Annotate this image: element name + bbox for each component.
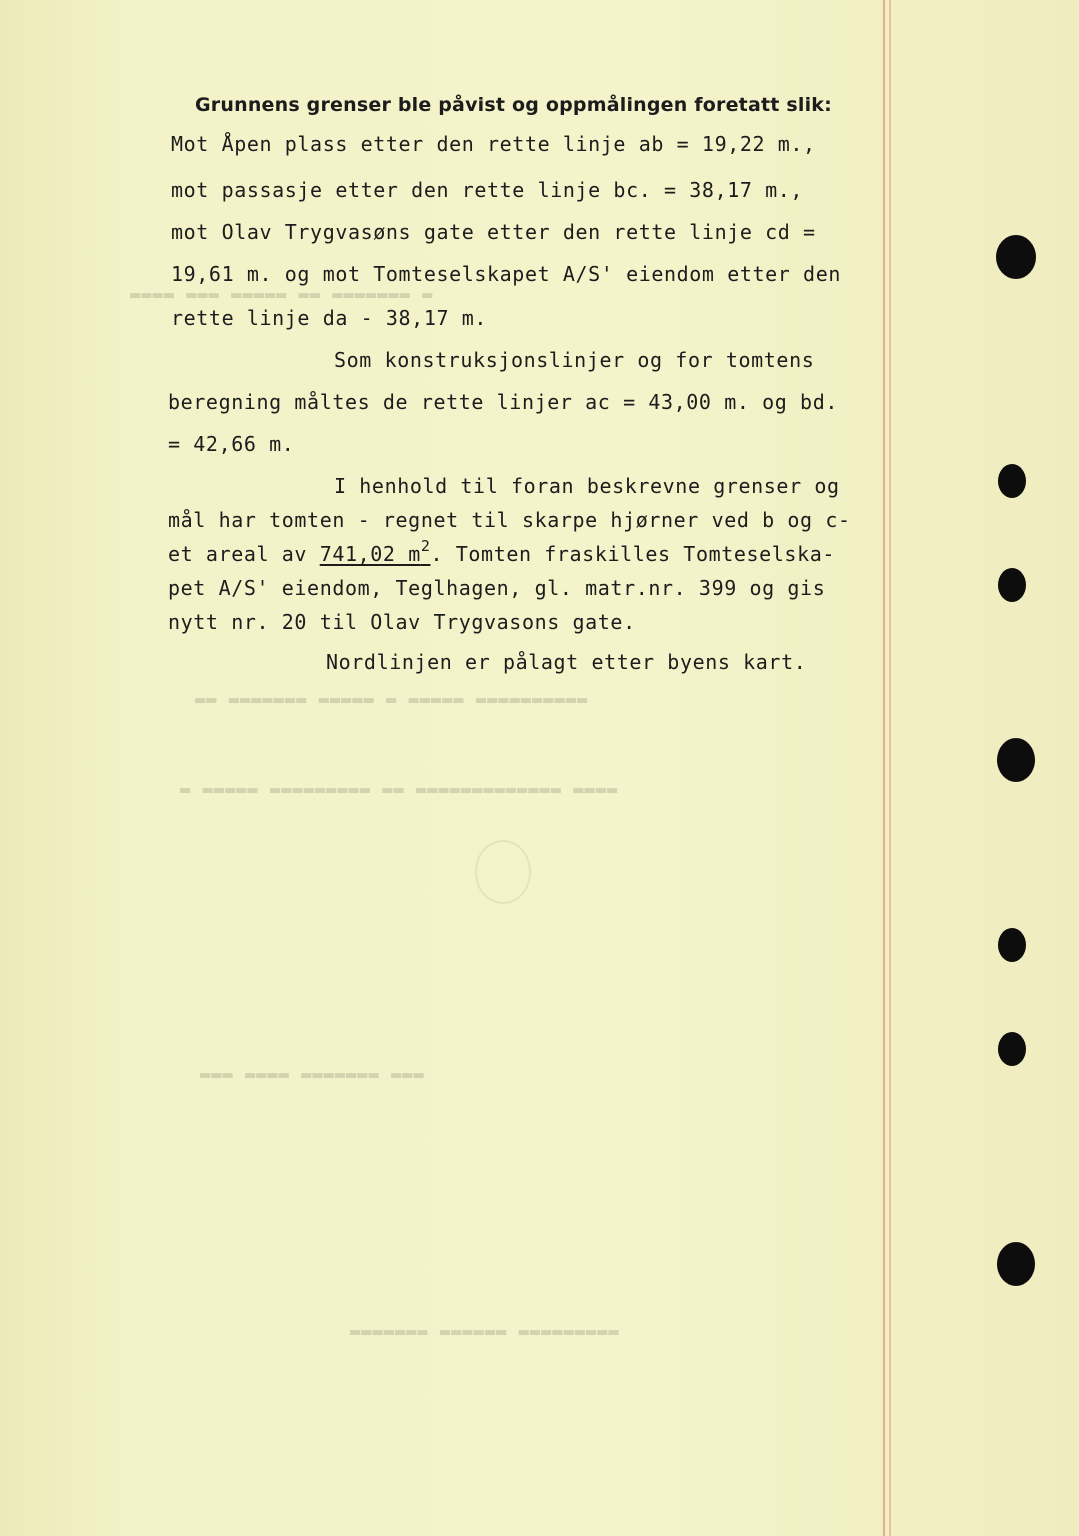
text-line-area: [168, 537, 835, 566]
text-line: Som konstruksjonslinjer og for tomtens: [334, 348, 815, 372]
text-line: beregning måltes de rette linjer ac = 43,00 m. og bd.: [168, 390, 838, 414]
section-heading: Grunnens grenser ble påvist og oppmålingen foretatt slik:: [195, 94, 832, 116]
binder-hole: [998, 928, 1026, 962]
binder-hole: [997, 1242, 1035, 1286]
area-superscript: 2: [420, 537, 431, 555]
area-value: 741,02 $m^2$: [319, 537, 431, 566]
text-line: pet A/S' eiendom, Teglhagen, gl. matr.nr. 399 og gis: [168, 576, 826, 600]
faint-stamp-impression: [475, 840, 531, 904]
text-line: Nordlinjen er pålagt etter byens kart.: [326, 650, 807, 674]
bleed-through-text: ▬ ▬▬▬▬▬ ▬▬▬▬▬▬▬▬▬ ▬▬ ▬▬▬▬▬▬▬▬▬▬▬▬▬ ▬▬▬▬: [180, 780, 619, 800]
margin-line: [883, 0, 885, 1536]
text-line: mot Olav Trygvasøns gate etter den rette linje cd =: [171, 220, 816, 244]
bleed-through-text: ▬▬▬▬ ▬▬▬ ▬▬▬▬▬ ▬▬ ▬▬▬▬▬▬▬ ▬: [130, 285, 434, 305]
binder-hole: [998, 464, 1026, 498]
text-line: 19,61 m. og mot Tomteselskapet A/S' eiendom etter den: [171, 262, 841, 286]
binder-hole: [997, 738, 1035, 782]
bleed-through-text: ▬▬ ▬▬▬▬▬▬▬ ▬▬▬▬▬ ▬ ▬▬▬▬▬ ▬▬▬▬▬▬▬▬▬▬: [195, 690, 589, 710]
text-line: I henhold til foran beskrevne grenser og: [334, 474, 840, 498]
text-line: Mot Åpen plass etter den rette linje ab = 19,22 m.,: [171, 132, 816, 156]
text-line: rette linje da - 38,17 m.: [171, 306, 488, 330]
text-line: mål har tomten - regnet til skarpe hjørner ved b og c-: [168, 508, 851, 532]
text-line: mot passasje etter den rette linje bc. = 38,17 m.,: [171, 178, 804, 202]
binder-hole: [998, 1032, 1026, 1066]
bleed-through-text: ▬▬▬ ▬▬▬▬ ▬▬▬▬▬▬▬ ▬▬▬: [200, 1065, 425, 1085]
area-prefix: et areal av: [168, 542, 320, 566]
area-suffix: . Tomten fraskilles Tomteselska-: [430, 542, 835, 566]
binder-hole: [996, 235, 1036, 279]
text-line: = 42,66 m.: [168, 432, 295, 456]
text-line: nytt nr. 20 til Olav Trygvasons gate.: [168, 610, 636, 634]
binder-hole: [998, 568, 1026, 602]
margin-line-secondary: [889, 0, 891, 1536]
bleed-through-text: ▬▬▬▬▬▬▬ ▬▬▬▬▬▬ ▬▬▬▬▬▬▬▬▬: [350, 1322, 620, 1342]
